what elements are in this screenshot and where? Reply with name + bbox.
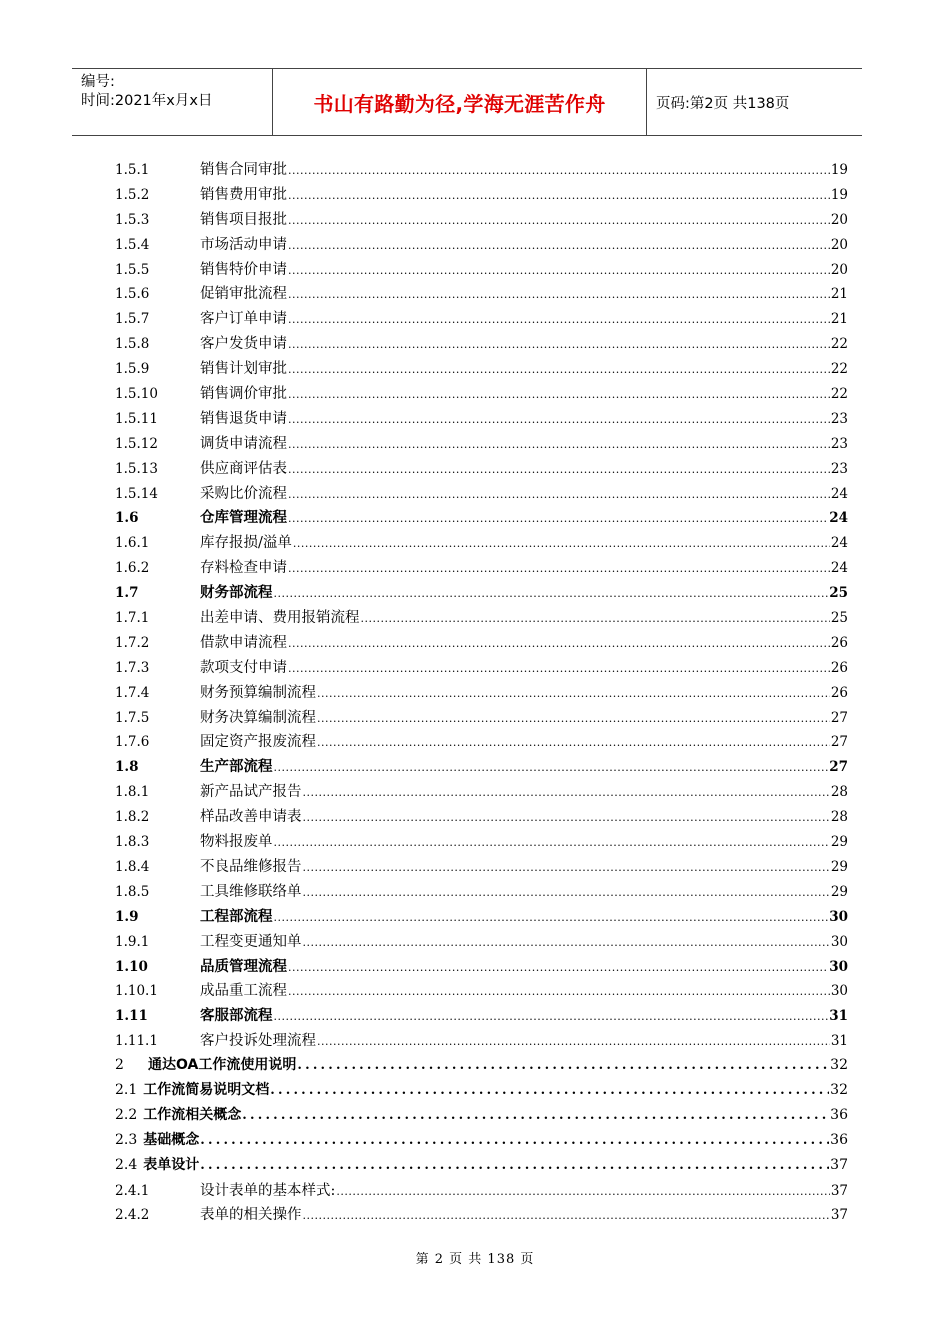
toc-entry-number: 1.7.3: [115, 659, 150, 676]
toc-entry-title: 表单设计: [143, 1156, 200, 1173]
toc-entry-page: 23: [830, 460, 848, 477]
toc-entry-page: 23: [830, 410, 848, 427]
toc-entry-page: 20: [830, 236, 848, 253]
page-footer: 第 2 页 共 138 页: [415, 1252, 535, 1267]
toc-entry-page: 30: [829, 908, 848, 925]
toc-entry-number: 1.5.4: [115, 236, 150, 253]
toc-entry-number: 1.5.10: [115, 386, 158, 403]
toc-entry[interactable]: [115, 780, 848, 805]
toc-entry-title: 物料报废单: [200, 834, 273, 851]
toc-entry-title: 财务部流程: [200, 584, 273, 602]
toc-entry-page: 29: [830, 834, 848, 851]
toc-entry-number: 1.8.2: [115, 809, 150, 826]
toc-entry-page: 22: [830, 386, 848, 403]
toc-dot-leader: [274, 587, 829, 600]
toc-dot-leader: [200, 1133, 829, 1148]
toc-entry-title: 出差申请、费用报销流程: [200, 610, 360, 627]
toc-entry[interactable]: [115, 233, 848, 258]
toc-entry-page: 22: [830, 336, 848, 353]
toc-entry[interactable]: [115, 332, 848, 357]
toc-entry-number: 1.7.1: [115, 610, 150, 627]
toc-entry[interactable]: [115, 979, 848, 1004]
toc-entry-number: 1.8.1: [115, 784, 150, 801]
toc-entry-title: 销售计划审批: [200, 361, 287, 378]
toc-dot-leader: [288, 488, 830, 501]
toc-entry-page: 25: [829, 585, 848, 602]
toc-entry-title: 工作流简易说明文档: [143, 1081, 270, 1098]
toc-dot-leader: [288, 338, 830, 351]
toc-entry-title: 销售合同审批: [200, 162, 287, 178]
toc-entry[interactable]: [115, 183, 848, 208]
toc-entry-title: 财务预算编制流程: [200, 684, 316, 701]
toc-entry-page: 20: [830, 261, 848, 278]
toc-entry[interactable]: [115, 457, 848, 482]
toc-dot-leader: [303, 786, 830, 799]
toc-entry-title: 财务决算编制流程: [200, 709, 316, 726]
toc-entry[interactable]: [115, 681, 848, 706]
toc-entry-title: 品质管理流程: [200, 957, 287, 975]
toc-entry-page: 29: [830, 883, 848, 900]
toc-entry[interactable]: [115, 805, 848, 830]
toc-entry-page: 26: [830, 634, 848, 651]
toc-entry[interactable]: [115, 830, 848, 855]
toc-entry[interactable]: [115, 631, 848, 656]
toc-entry-number: 1.5.3: [115, 211, 150, 228]
toc-dot-leader: [336, 1185, 829, 1198]
toc-entry-page: 36: [830, 1106, 848, 1123]
toc-entry-number: 1.6: [115, 510, 139, 527]
toc-entry-number: 2: [115, 1057, 124, 1074]
toc-dot-leader: [288, 313, 830, 326]
table-of-contents: [115, 158, 848, 1228]
toc-entry-page: 30: [830, 933, 848, 950]
toc-entry-page: 21: [830, 311, 848, 328]
toc-entry-title: 客户订单申请: [200, 311, 287, 328]
toc-entry-number: 1.5.1: [115, 162, 150, 178]
toc-entry-number: 1.5.9: [115, 361, 150, 378]
toc-entry-title: 借款申请流程: [200, 634, 287, 651]
toc-entry-title: 工作流相关概念: [143, 1106, 242, 1123]
toc-entry-number: 1.8.3: [115, 834, 150, 851]
toc-entry-page: 37: [830, 1156, 848, 1173]
toc-dot-leader: [200, 1158, 829, 1173]
toc-entry-title: 存料检查申请: [200, 560, 287, 577]
toc-entry-number: 1.8.5: [115, 883, 150, 900]
toc-entry[interactable]: [115, 531, 848, 556]
toc-entry[interactable]: [115, 282, 848, 307]
toc-entry-number: 1.5.13: [115, 460, 158, 477]
toc-entry-number: 1.6.1: [115, 535, 150, 552]
toc-entry-page: 36: [830, 1131, 848, 1148]
toc-entry-title: 供应商评估表: [200, 460, 287, 477]
toc-entry-page: 32: [830, 1081, 848, 1098]
toc-entry-page: 30: [829, 958, 848, 975]
toc-dot-leader: [288, 637, 830, 650]
toc-entry-page: 32: [830, 1057, 848, 1074]
toc-entry-number: 1.8.4: [115, 858, 150, 875]
toc-entry[interactable]: [115, 482, 848, 507]
toc-entry[interactable]: [115, 905, 848, 930]
toc-entry-page: 28: [830, 809, 848, 826]
toc-entry-number: 2.3: [115, 1131, 138, 1148]
toc-dot-leader: [288, 189, 830, 202]
toc-entry-number: 1.5.14: [115, 485, 158, 502]
toc-entry[interactable]: [115, 730, 848, 755]
toc-entry-title: 表单的相关操作: [200, 1207, 302, 1224]
toc-entry[interactable]: [115, 880, 848, 905]
toc-entry-number: 1.10.1: [115, 983, 158, 1000]
toc-dot-leader: [288, 512, 828, 525]
toc-dot-leader: [288, 413, 830, 426]
toc-entry-page: 27: [830, 709, 848, 726]
toc-entry[interactable]: [115, 1203, 848, 1228]
toc-entry-title: 促销审批流程: [200, 286, 287, 303]
toc-entry[interactable]: [115, 407, 848, 432]
toc-dot-leader: [288, 562, 830, 575]
toc-dot-leader: [242, 1108, 829, 1123]
toc-entry-page: 24: [829, 510, 848, 527]
toc-entry-page: 26: [830, 659, 848, 676]
toc-entry[interactable]: [115, 1079, 848, 1104]
toc-entry-page: 37: [830, 1182, 848, 1199]
toc-dot-leader: [288, 288, 830, 301]
toc-entry-number: 2.4: [115, 1156, 138, 1173]
toc-entry-number: 1.9: [115, 908, 139, 925]
toc-entry-title: 工程部流程: [200, 907, 273, 925]
toc-entry-page: 22: [830, 361, 848, 378]
toc-entry-title: 销售调价审批: [200, 386, 287, 403]
toc-entry-page: 27: [830, 734, 848, 751]
toc-entry-title: 设计表单的基本样式:: [200, 1182, 336, 1199]
toc-dot-leader: [361, 612, 830, 625]
toc-entry-number: 2.4.2: [115, 1207, 150, 1224]
toc-entry-page: 20: [830, 211, 848, 228]
toc-entry[interactable]: [115, 357, 848, 382]
toc-entry-page: 27: [829, 759, 848, 776]
toc-dot-leader: [303, 886, 830, 899]
toc-entry[interactable]: [115, 606, 848, 631]
toc-dot-leader: [293, 537, 830, 550]
toc-entry-number: 2.2: [115, 1106, 138, 1123]
toc-entry-page: 26: [830, 684, 848, 701]
toc-entry[interactable]: [115, 1054, 848, 1079]
toc-entry-number: 2.4.1: [115, 1182, 150, 1199]
toc-entry-number: 1.8: [115, 759, 139, 776]
toc-dot-leader: [303, 936, 830, 949]
document-number-label: 编号:: [81, 74, 115, 90]
toc-entry-title: 客服部流程: [200, 1007, 273, 1025]
toc-entry[interactable]: [115, 1004, 848, 1029]
toc-entry-title: 客户发货申请: [200, 336, 287, 353]
toc-entry-number: 1.5.11: [115, 410, 158, 427]
toc-dot-leader: [288, 388, 830, 401]
toc-entry[interactable]: [115, 1179, 848, 1204]
toc-entry-number: 1.5.8: [115, 336, 150, 353]
toc-dot-leader: [317, 736, 830, 749]
toc-entry-page: 31: [830, 1033, 848, 1050]
toc-entry-number: 1.9.1: [115, 933, 150, 950]
toc-entry[interactable]: [115, 1029, 848, 1054]
toc-dot-leader: [297, 1058, 829, 1073]
toc-dot-leader: [274, 1010, 829, 1023]
toc-entry-page: 19: [830, 162, 848, 178]
toc-dot-leader: [288, 239, 830, 252]
toc-entry[interactable]: [115, 258, 848, 283]
toc-entry[interactable]: [115, 706, 848, 731]
toc-entry[interactable]: [115, 208, 848, 233]
toc-entry-page: 31: [829, 1008, 848, 1025]
toc-entry-title: 工具维修联络单: [200, 883, 302, 900]
toc-entry-page: 29: [830, 858, 848, 875]
toc-entry-title: 工程变更通知单: [200, 933, 302, 950]
toc-dot-leader: [303, 811, 830, 824]
toc-entry-number: 1.11: [115, 1008, 148, 1025]
toc-entry-title: 采购比价流程: [200, 485, 287, 502]
toc-entry-title: 销售特价申请: [200, 261, 287, 278]
toc-dot-leader: [288, 985, 830, 998]
toc-dot-leader: [270, 1083, 829, 1098]
toc-entry[interactable]: [115, 955, 848, 980]
toc-entry-number: 1.7.5: [115, 709, 150, 726]
toc-entry[interactable]: [115, 581, 848, 606]
toc-dot-leader: [288, 463, 830, 476]
toc-entry-title: 库存报损/溢单: [200, 535, 292, 552]
toc-entry-title: 不良品维修报告: [200, 858, 302, 875]
header-page-number: 页码:第2页 共138页: [656, 95, 790, 112]
toc-entry[interactable]: [115, 855, 848, 880]
toc-dot-leader: [288, 961, 828, 974]
toc-entry[interactable]: [115, 1129, 848, 1154]
toc-entry-number: 1.7: [115, 585, 139, 602]
toc-dot-leader: [317, 1035, 830, 1048]
toc-entry-title: 款项支付申请: [200, 659, 287, 676]
toc-entry-page: 28: [830, 784, 848, 801]
toc-entry-title: 固定资产报废流程: [200, 734, 316, 751]
toc-entry-page: 30: [830, 983, 848, 1000]
toc-entry-number: 1.5.12: [115, 435, 158, 452]
toc-entry-title: 样品改善申请表: [200, 809, 302, 826]
toc-entry-title: 通达OA工作流使用说明: [148, 1057, 297, 1074]
toc-entry[interactable]: [115, 382, 848, 407]
toc-entry-number: 1.10: [115, 958, 148, 975]
toc-entry[interactable]: [115, 506, 848, 531]
toc-dot-leader: [303, 861, 830, 874]
toc-entry-page: 24: [830, 535, 848, 552]
toc-dot-leader: [274, 911, 829, 924]
toc-entry-title: 销售退货申请: [200, 410, 287, 427]
toc-entry-number: 1.7.4: [115, 684, 150, 701]
toc-entry-title: 调货申请流程: [200, 435, 287, 452]
toc-entry-number: 2.1: [115, 1081, 138, 1098]
toc-dot-leader: [288, 662, 830, 675]
toc-entry-number: 1.6.2: [115, 560, 150, 577]
toc-entry[interactable]: [115, 307, 848, 332]
toc-entry-title: 市场活动申请: [200, 236, 287, 253]
toc-dot-leader: [288, 164, 830, 177]
toc-entry-number: 1.5.7: [115, 311, 150, 328]
toc-entry[interactable]: [115, 556, 848, 581]
toc-entry-number: 1.5.2: [115, 186, 150, 203]
toc-dot-leader: [288, 264, 830, 277]
toc-entry-title: 客户投诉处理流程: [200, 1033, 316, 1050]
toc-entry[interactable]: [115, 656, 848, 681]
page-header: [72, 68, 862, 136]
toc-entry-page: 24: [830, 560, 848, 577]
toc-entry-page: 21: [830, 286, 848, 303]
toc-entry-page: 19: [830, 186, 848, 203]
header-motto: 书山有路勤为径,学海无涯苦作舟: [273, 69, 647, 135]
toc-entry[interactable]: [115, 158, 848, 183]
header-info-cell: [72, 69, 273, 135]
toc-entry-number: 1.5.5: [115, 261, 150, 278]
toc-entry-title: 新产品试产报告: [200, 784, 302, 801]
toc-dot-leader: [274, 836, 830, 849]
toc-dot-leader: [288, 363, 830, 376]
toc-entry[interactable]: [115, 930, 848, 955]
toc-dot-leader: [288, 438, 830, 451]
toc-entry-page: 25: [830, 610, 848, 627]
toc-entry-number: 1.7.2: [115, 634, 150, 651]
toc-entry-page: 24: [830, 485, 848, 502]
toc-entry[interactable]: [115, 432, 848, 457]
document-time-label: 时间:2021年x月x日: [81, 93, 213, 109]
toc-entry-title: 仓库管理流程: [200, 509, 287, 527]
toc-dot-leader: [317, 687, 830, 700]
toc-entry-title: 生产部流程: [200, 758, 273, 776]
toc-dot-leader: [317, 712, 830, 725]
toc-entry-title: 成品重工流程: [200, 983, 287, 1000]
toc-entry[interactable]: [115, 1154, 848, 1179]
toc-dot-leader: [303, 1209, 830, 1222]
toc-entry-title: 销售项目报批: [200, 211, 287, 228]
toc-dot-leader: [288, 214, 830, 227]
toc-entry-number: 1.11.1: [115, 1033, 158, 1050]
toc-entry-title: 销售费用审批: [200, 186, 287, 203]
toc-entry[interactable]: [115, 1104, 848, 1129]
toc-entry-page: 23: [830, 435, 848, 452]
toc-entry-number: 1.5.6: [115, 286, 150, 303]
toc-entry-title: 基础概念: [143, 1131, 200, 1148]
toc-entry[interactable]: [115, 755, 848, 780]
toc-dot-leader: [274, 761, 829, 774]
toc-entry-page: 37: [830, 1207, 848, 1224]
toc-entry-number: 1.7.6: [115, 734, 150, 751]
